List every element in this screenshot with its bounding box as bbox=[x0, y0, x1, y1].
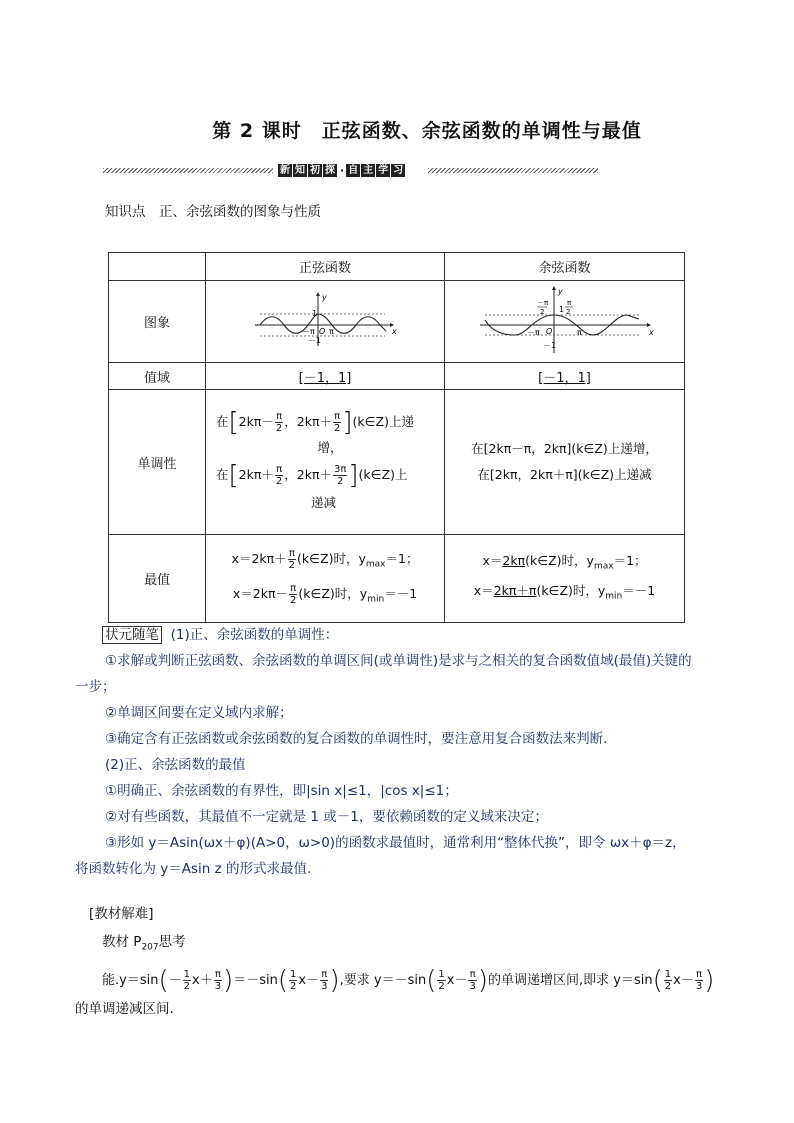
cos-graph-y-label: y bbox=[557, 286, 563, 296]
cos-graph-cell bbox=[445, 281, 685, 363]
sin-range: [－1，1] bbox=[206, 363, 445, 390]
sin-graph-one: 1 bbox=[312, 308, 318, 318]
cos-graph-half-pi: π bbox=[566, 298, 571, 307]
page-title: 第 2 课时 正弦函数、余弦函数的单调性与最值 bbox=[212, 120, 642, 142]
banner-hatch-left bbox=[103, 168, 273, 173]
table-row-range bbox=[109, 363, 685, 390]
cos-max: x＝2kπ(k∈Z)时，$y_{max}=1$； bbox=[482, 553, 647, 572]
banner-hatch-right bbox=[428, 168, 598, 173]
table-header-sin: 正弦函数 bbox=[206, 253, 445, 281]
cos-graph-origin: O bbox=[545, 326, 552, 336]
cos-extreme bbox=[445, 535, 685, 623]
cos-monotonicity bbox=[445, 390, 685, 535]
cos-min: x＝2kπ＋π(k∈Z)时，$y_{min}=-1$ bbox=[473, 582, 656, 601]
notes-line-7: ①明确正、余弦函数的有界性，即|sin x|≤1，|cos x|≤1； bbox=[105, 783, 458, 799]
textbook-line-2: 的单调递减区间. bbox=[75, 1000, 174, 1017]
row-label-range: 值域 bbox=[109, 363, 206, 390]
notes-line-10: 将函数转化为 y＝Asin z 的形式求最值. bbox=[75, 861, 312, 877]
cos-decreasing: 在[2kπ，2kπ＋π](k∈Z)上递减 bbox=[477, 467, 652, 482]
table-header-cos: 余弦函数 bbox=[445, 253, 685, 281]
sin-graph-neg1: －1 bbox=[308, 335, 322, 345]
notes-block bbox=[75, 624, 725, 880]
sin-increasing: 在[2kπ－ $\frac{\pi}{2}$ ，2kπ＋ $\frac{\pi}{2}$ ](k∈Z)上递 bbox=[216, 407, 414, 438]
sin-graph-x-label: x bbox=[392, 326, 397, 336]
cos-graph-x-label: x bbox=[648, 327, 654, 337]
properties-table bbox=[108, 252, 685, 623]
sin-increasing-tail: 增， bbox=[317, 440, 343, 455]
sin-graph-cell bbox=[206, 281, 445, 363]
notes-label: 状元随笔 bbox=[102, 626, 162, 644]
textbook-header: [教材解难] bbox=[89, 906, 154, 922]
cos-graph-one: 1 bbox=[558, 304, 564, 314]
sin-graph-origin: O bbox=[319, 326, 326, 336]
cos-graph bbox=[475, 285, 655, 355]
section-banner bbox=[103, 163, 598, 177]
banner-badge: 新 知 初 探 · 自 主 学 习 bbox=[280, 163, 404, 177]
row-label-extreme: 最值 bbox=[109, 535, 206, 623]
row-label-graph: 图象 bbox=[109, 281, 206, 363]
sin-extreme bbox=[206, 535, 445, 623]
textbook-block bbox=[75, 903, 725, 1020]
cos-graph-neg-pi: －π bbox=[526, 327, 540, 337]
table-row-extreme bbox=[109, 535, 685, 623]
sin-decreasing: 在[2kπ＋ $\frac{\pi}{2}$ ，2kπ＋ $\frac{3\pi}{2}$ ](k∈Z)上 bbox=[216, 460, 408, 491]
textbook-sub: 教材 $P_{207}$思考 bbox=[102, 934, 186, 953]
notes-line-4: ②单调区间要在定义域内求解； bbox=[105, 705, 293, 721]
sin-graph-neg-pi: －π bbox=[302, 326, 315, 336]
cos-graph-half-den-2: 2 bbox=[565, 307, 570, 316]
notes-line-3: 一步； bbox=[75, 679, 116, 695]
notes-line-1: 状元随笔 (1)正、余弦函数的单调性： bbox=[75, 624, 725, 646]
knowledge-point-heading: 知识点 正、余弦函数的图象与性质 bbox=[105, 204, 321, 220]
sin-decreasing-tail: 递减 bbox=[311, 495, 337, 510]
textbook-line-1: 能.y＝sin(－ $\frac{1}{2}$ x＋ $\frac{\pi}{3}$ )＝－sin( $\frac{1}{2}$ x－ $\frac{\pi}{3}$ ),要求 y＝－sin( $\frac{1}{2}$ x－ $\frac{\pi}{3}$ )的单调递增区间,即求 y＝sin( $\frac{1}{2}$ x－ $\frac{\pi}{3}$ ) bbox=[102, 965, 715, 996]
sin-graph-pi: π bbox=[329, 326, 334, 336]
sin-monotonicity bbox=[206, 390, 445, 535]
notes-line-5: ③确定含有正弦函数或余弦函数的复合函数的单调性时，要注意用复合函数法来判断. bbox=[105, 731, 608, 747]
cos-range: [－1，1] bbox=[445, 363, 685, 390]
row-label-monotonicity: 单调性 bbox=[109, 390, 206, 535]
notes-line-8: ②对有些函数，其最值不一定就是 1 或－1，要依赖函数的定义域来决定； bbox=[105, 809, 548, 825]
notes-line-9: ③形如 y＝Asin(ωx＋φ)(A>0，ω>0)的函数求最值时，通常利用“整体代换”，即令 ωx＋φ＝z， bbox=[105, 835, 686, 851]
notes-line-6: (2)正、余弦函数的最值 bbox=[105, 757, 246, 773]
cos-graph-neg-half-pi: －π bbox=[536, 298, 548, 307]
table-header-blank bbox=[109, 253, 206, 281]
sin-graph-y-label: y bbox=[322, 292, 327, 302]
cos-graph-half-den-1: 2 bbox=[539, 307, 544, 316]
sin-min: x＝2kπ－ $\frac{\pi}{2}$ (k∈Z)时，$y_{min}=-1$ bbox=[232, 582, 418, 606]
table-row-graph bbox=[109, 281, 685, 363]
table-header-row bbox=[109, 253, 685, 281]
sin-max: x＝2kπ＋ $\frac{\pi}{2}$ (k∈Z)时，$y_{max}=1$； bbox=[231, 548, 419, 571]
cos-graph-neg1: －1 bbox=[542, 340, 556, 350]
notes-line-2: ①求解或判断正弦函数、余弦函数的单调区间(或单调性)是求与之相关的复合函数值域(最值)关键的 bbox=[105, 653, 692, 669]
table-row-monotonicity bbox=[109, 390, 685, 535]
cos-graph-pi: π bbox=[576, 327, 582, 337]
sin-graph bbox=[250, 290, 400, 350]
cos-increasing: 在[2kπ－π，2kπ](k∈Z)上递增， bbox=[471, 441, 658, 456]
